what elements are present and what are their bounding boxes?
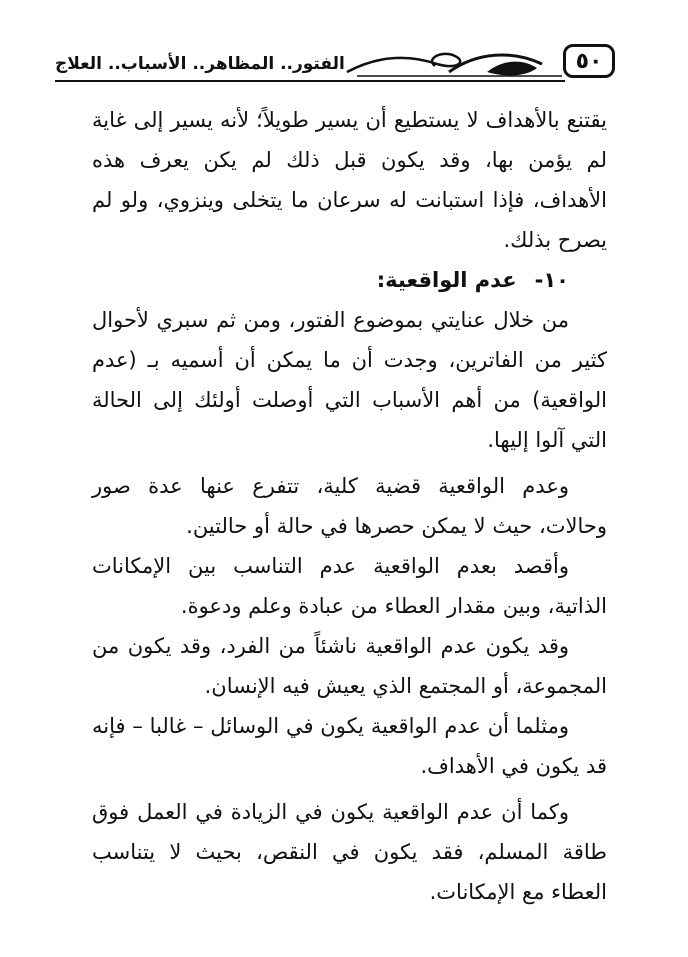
page-number [563, 44, 615, 78]
paragraph: وعدم الواقعية قضية كلية، تتفرع عنها عدة صور وحالات، حيث لا يمكن حصرها في حالة أو حالتين. [92, 474, 607, 538]
body-text [92, 100, 607, 912]
section-number: ١٠- [534, 268, 569, 292]
paragraph: وكما أن عدم الواقعية يكون في الزيادة في العمل فوق طاقة المسلم، فقد يكون في النقص، بحيث لا يتناسب العطاء مع الإمكانات. [92, 800, 607, 904]
paragraph: من خلال عنايتي بموضوع الفتور، ومن ثم سبري لأحوال كثير من الفاترين، وجدت أن ما يمكن أن أسميه بـ (عدم الواقعية) من أهم الأسباب التي أوصلت أولئك إلى الحالة التي آلوا إليها. [92, 308, 607, 452]
page-header [55, 36, 615, 90]
paragraph: وقد يكون عدم الواقعية ناشئاً من الفرد، وقد يكون من المجموعة، أو المجتمع الذي يعيش فيه الإنسان. [92, 634, 607, 698]
page-number-text: ٥٠ [575, 48, 603, 74]
header-rule [55, 80, 565, 82]
paragraph: ومثلما أن عدم الواقعية يكون في الوسائل – غالبا – فإنه قد يكون في الأهداف. [92, 714, 607, 778]
section-title: عدم الواقعية: [376, 268, 517, 292]
running-head: الفتور.. المظاهر.. الأسباب.. العلاج [55, 54, 345, 74]
section-heading [92, 260, 607, 300]
paragraph: وأقصد بعدم الواقعية عدم التناسب بين الإمكانات الذاتية، وبين مقدار العطاء من عبادة وعلم ودعوة. [92, 554, 607, 618]
paragraph: يقتنع بالأهداف لا يستطيع أن يسير طويلاً؛ لأنه يسير إلى غاية لم يؤمن بها، وقد يكون قبل ذلك لم يكن يعرف هذه الأهداف، فإذا استبانت له سرعان ما يتخلى وينزوي، ولو لم يصرح بذلك. [92, 108, 607, 252]
